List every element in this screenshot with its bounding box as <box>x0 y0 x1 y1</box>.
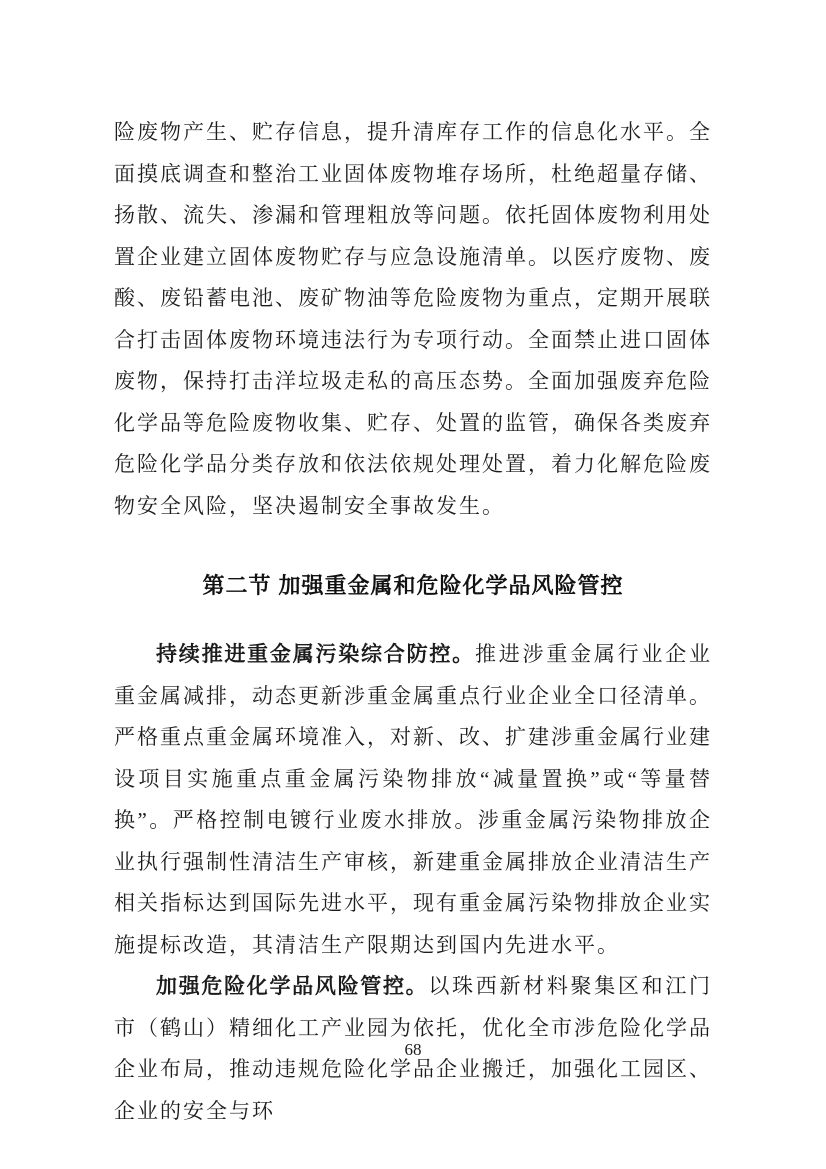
section-heading: 第二节 加强重金属和危险化学品风险管控 <box>202 573 624 598</box>
paragraph-heavy-metals <box>114 634 712 966</box>
paragraph-heavy-metals-body: 推进涉重金属行业企业重金属减排，动态更新涉重金属重点行业企业全口径清单。严格重点重金属环境准入，对新、改、扩建涉重金属行业建设项目实施重点重金属污染物排放“减量置换”或“等量替换”。严格控制电镀行业废水排放。涉重金属污染物排放企业执行强制性清洁生产审核，新建重金属排放企业清洁生产相关指标达到国际先进水平，现有重金属污染物排放企业实施提标改造，其清洁生产限期达到国内先进水平。 <box>114 642 713 957</box>
paragraph-hazardous-chemicals-body: 以珠西新材料聚集区和江门市（鹤山）精细化工产业园为依托，优化全市涉危险化学品企业布局，推动违规危险化学品企业搬迁，加强化工园区、企业的安全与环 <box>114 974 713 1123</box>
document-page-body <box>114 112 712 1132</box>
page-number: 68 <box>404 1040 422 1059</box>
paragraph-continuation: 险废物产生、贮存信息，提升清库存工作的信息化水平。全面摸底调查和整治工业固体废物堆存场所，杜绝超量存储、扬散、流失、渗漏和管理粗放等问题。依托固体废物利用处置企业建立固体废物贮存与应急设施清单。以医疗废物、废酸、废铅蓄电池、废矿物油等危险废物为重点，定期开展联合打击固体废物环境违法行为专项行动。全面禁止进口固体废物，保持打击洋垃圾走私的高压态势。全面加强废弃危险化学品等危险废物收集、贮存、处置的监管，确保各类废弃危险化学品分类存放和依法依规处理处置，着力化解危险废物安全风险，坚决遏制安全事故发生。 <box>114 120 712 518</box>
paragraph-heavy-metals-lead: 持续推进重金属污染综合防控。 <box>156 643 475 666</box>
paragraph-hazardous-chemicals-lead: 加强危险化学品风险管控。 <box>156 975 429 998</box>
